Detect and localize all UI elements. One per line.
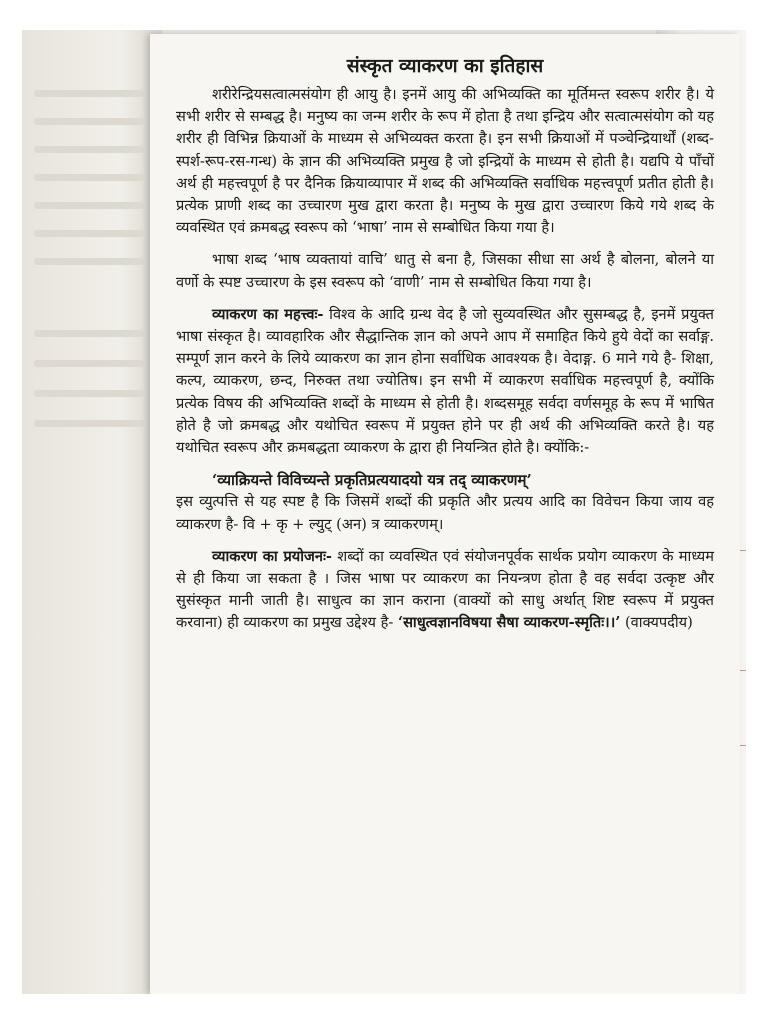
text-page xyxy=(150,34,740,994)
importance-body: विश्व के आदि ग्रन्थ वेद है जो सुव्यवस्थित और सुसम्बद्ध है, इनमें प्रयुक्त भाषा संस्कृत है। व्यावहारिक और सैद्धान्तिक ज्ञान को अपने आप में समाहित किये हुये वेदों का सर्वाङ्ग. सम्पूर्ण ज्ञान करने के लिये व्याकरण का ज्ञान होना सर्वाधिक आवश्यक है। वेदाङ्ग. 6 माने गये है- शिक्षा, कल्प, व्याकरण, छन्द, निरुक्त तथा ज्योतिष। इन सभी में व्याकरण सर्वाधिक महत्त्वपूर्ण है, क्योंकि प्रत्येक विषय की अभिव्यक्ति शब्दों के माध्यम से होती है। शब्दसमूह सर्वदा वर्णसमूह के रूप में भाषित होते है जो क्रमबद्ध और यथोचित स्वरूप में प्रयुक्त होने पर ही अर्थ की अभिव्यक्ति करते है। यह यथोचित स्वरूप और क्रमबद्धता व्याकरण के द्वारा ही नियन्त्रित होते है। क्योंकि:- xyxy=(176,305,714,457)
sanskrit-verse: ‘व्याक्रियन्ते विविच्यन्ते प्रकृतिप्रत्ययादयो यत्र तद् व्याकरणम्’ xyxy=(212,471,532,490)
purpose-source: (वाक्यपदीय) xyxy=(620,614,693,632)
paragraph-importance xyxy=(176,304,714,459)
previous-page xyxy=(22,30,162,994)
importance-heading: व्याकरण का महत्त्वः- xyxy=(212,305,324,323)
purpose-heading: व्याकरण का प्रयोजनः- xyxy=(212,547,332,565)
paragraph-etymology: इस व्युत्पत्ति से यह स्पष्ट है कि जिसमें शब्दों की प्रकृति और प्रत्यय आदि का विवेचन किया जाय वह व्याकरण है- वि + कृ + ल्युट् (अन) त्र व्याकरणम्। xyxy=(176,493,714,533)
paragraph-purpose xyxy=(176,546,714,635)
book-photo xyxy=(22,30,746,994)
purpose-body: शब्दों का व्यवस्थित एवं संयोजनपूर्वक सार्थक प्रयोग व्याकरण के माध्यम से ही किया जा सकता है । जिस भाषा पर व्याकरण का नियन्त्रण होता है वह सर्वदा उत्कृष्ट और सुसंस्कृत मानी जाती है। साधुत्व का ज्ञान कराना (वाक्यों को साधु अर्थात् शिष्ट स्वरूप में प्रयुक्त करवाना) ही व्याकरण का प्रमुख उद्देश्य है- xyxy=(176,547,714,632)
page-title: संस्कृत व्याकरण का इतिहास xyxy=(346,55,544,77)
paragraph-2: भाषा शब्द ‘भाष व्यक्तायां वाचि’ धातु से बना है, जिसका सीधा सा अर्थ है बोलना, बोलने या वर्णो के स्पष्ट उच्चारण के इस स्वरूप को ‘वाणी’ नाम से सम्बोधित किया गया है। xyxy=(176,251,714,291)
paragraph-1: शरीरेन्द्रियसत्वात्मसंयोग ही आयु है। इनमें आयु की अभिव्यक्ति का मूर्तिमन्त स्वरूप शरीर है। ये सभी शरीर से सम्बद्ध है। मनुष्य का जन्म शरीर के रूप में होता है तथा इन्द्रिय और सत्वात्मसंयोग को यह शरीर ही विभिन्न क्रियाओं के माध्यम से अभिव्यक्त करता है। इन सभी क्रियाओं में पञ्चेन्द्रियार्थों (शब्द-स्पर्श-रूप-रस-गन्ध) के ज्ञान की अभिव्यक्ति प्रमुख है जो इन्द्रियों के माध्यम से होती है। यद्यपि ये पाँचों अर्थ ही महत्त्वपूर्ण है पर दैनिक क्रियाव्यापार में शब्द की अभिव्यक्ति सर्वाधिक महत्त्वपूर्ण प्रतीत होती है। प्रत्येक प्राणी शब्द का उच्चारण मुख द्वारा करता है। मनुष्य के मुख द्वारा उच्चारण किये गये शब्द के व्यवस्थित एवं क्रमबद्ध स्वरूप को ‘भाषा’ नाम से सम्बोधित किया गया है। xyxy=(176,86,714,237)
purpose-quote: ‘साधुत्वज्ञानविषया सैषा व्याकरण-स्मृतिः।।’ xyxy=(397,614,621,632)
